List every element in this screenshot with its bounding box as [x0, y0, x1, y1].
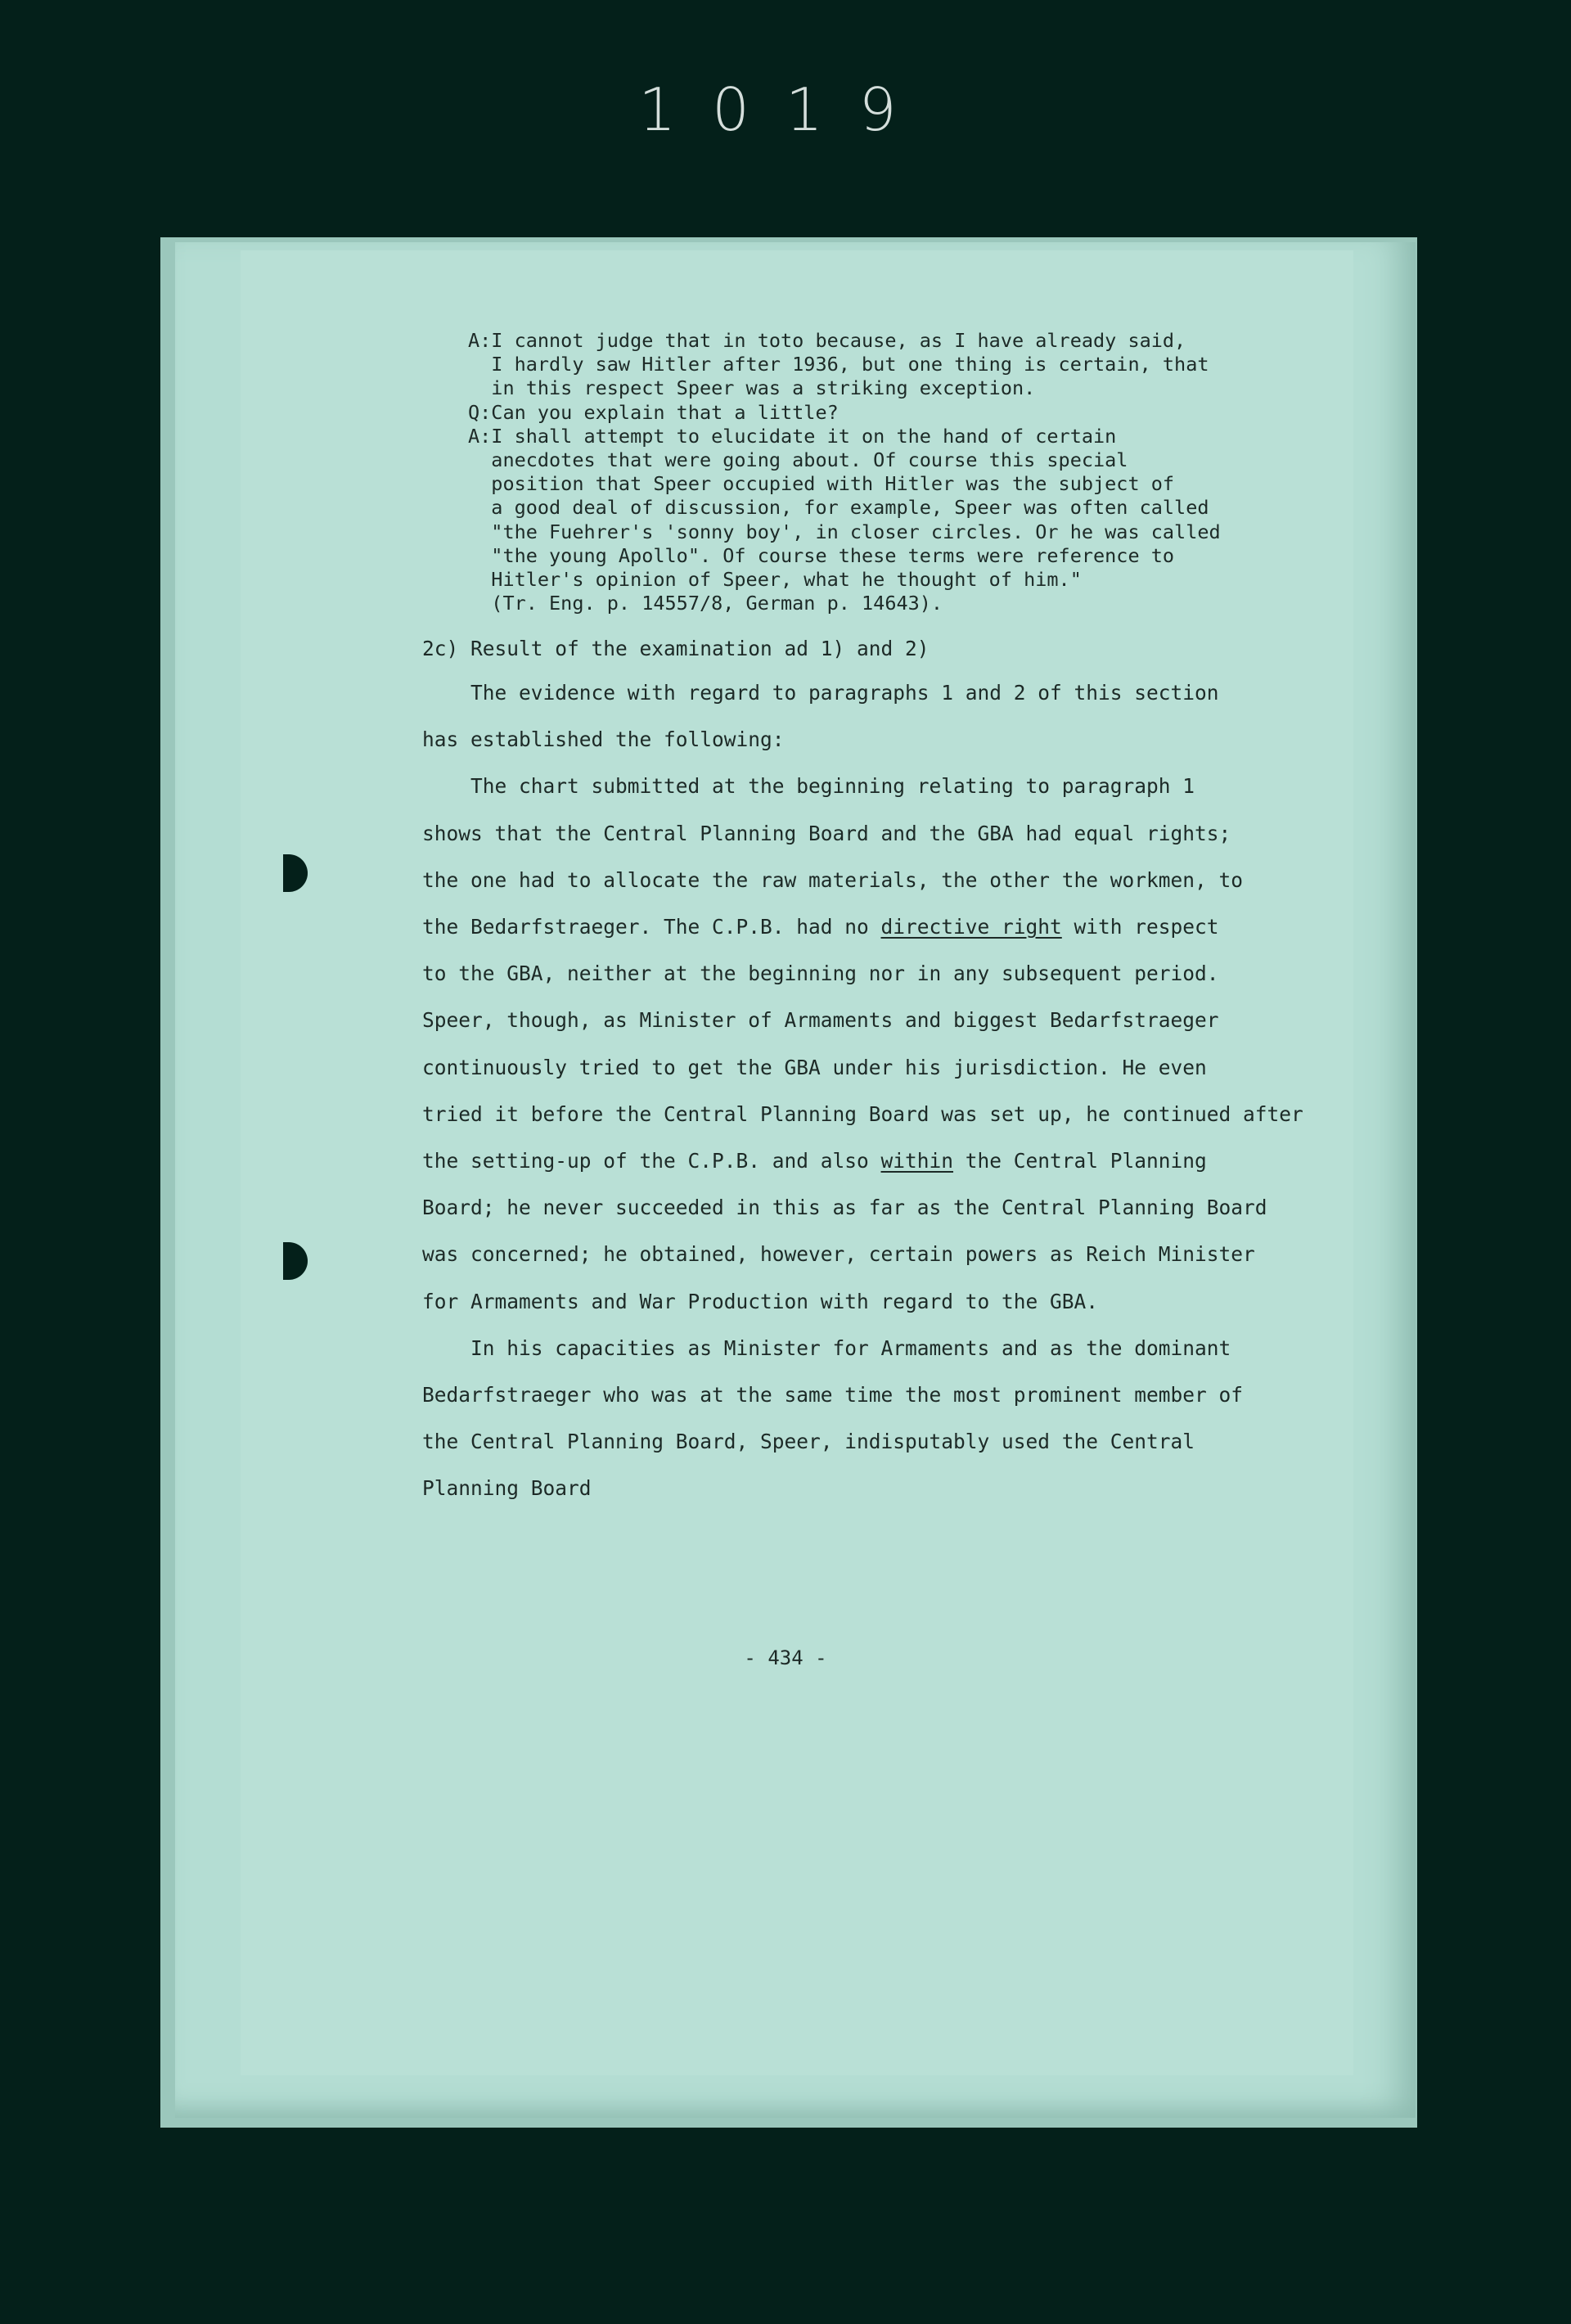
- body-line-text: Planning Board: [422, 1476, 592, 1501]
- body-line: [422, 774, 1195, 798]
- body-line-text: to the GBA, neither at the beginning nor in any subsequent period.: [422, 962, 1219, 986]
- body-line-text: Board; he never succeeded in this as far as the Central Planning Board: [422, 1196, 1267, 1220]
- body-line-text: The evidence with regard to paragraphs 1 and 2 of this section: [422, 681, 1219, 705]
- body-line: [422, 1102, 1303, 1126]
- body-line-text: Bedarfstraeger who was at the same time the most prominent member of: [422, 1383, 1244, 1407]
- body-line: [422, 1290, 1098, 1313]
- body-line: [422, 727, 785, 751]
- testimony-line: A:I cannot judge that in toto because, as I have already said,: [468, 329, 1186, 352]
- body-line: [422, 1149, 1207, 1173]
- body-line-text: the one had to allocate the raw materials, the other the workmen, to: [422, 867, 1244, 892]
- body-line-text: with respect: [1061, 915, 1219, 939]
- testimony-line: (Tr. Eng. p. 14557/8, German p. 14643).: [468, 592, 943, 615]
- testimony-line: Hitler's opinion of Speer, what he thought of him.": [468, 568, 1082, 592]
- body-line-text: In his capacities as Minister for Armaments and as the dominant: [422, 1335, 1231, 1360]
- body-line-text: The chart submitted at the beginning relating to paragraph 1: [422, 774, 1195, 799]
- body-line-text: was concerned; he obtained, however, certain powers as Reich Minister: [422, 1242, 1255, 1267]
- body-line: [422, 962, 1219, 985]
- frame-number: 1019: [638, 75, 933, 144]
- body-line-text: the Central Planning Board, Speer, indisputably used the Central: [422, 1430, 1195, 1454]
- body-line: [422, 1476, 592, 1500]
- body-line: [422, 1430, 1195, 1453]
- body-line: [422, 1383, 1243, 1407]
- body-line: [422, 681, 1219, 705]
- body-line: [422, 868, 1243, 892]
- testimony-line: anecdotes that were going about. Of course this special: [468, 448, 1128, 472]
- body-line-text: for Armaments and War Production with regard to the GBA.: [422, 1289, 1099, 1313]
- body-line: [422, 822, 1231, 845]
- testimony-line: I hardly saw Hitler after 1936, but one thing is certain, that: [468, 353, 1209, 376]
- body-line-text: continuously tried to get the GBA under his jurisdiction. He even: [422, 1055, 1207, 1079]
- page-number: - 434 -: [744, 1646, 827, 1669]
- testimony-line: Q:Can you explain that a little?: [468, 400, 839, 424]
- underlined-phrase: within: [880, 1149, 954, 1173]
- body-line-text: shows that the Central Planning Board and the GBA had equal rights;: [422, 821, 1231, 845]
- testimony-line: a good deal of discussion, for example, Speer was often called: [468, 496, 1209, 520]
- underlined-phrase: directive right: [880, 915, 1062, 939]
- testimony-line: position that Speer occupied with Hitler was the subject of: [468, 472, 1175, 496]
- testimony-line: "the young Apollo". Of course these terms were reference to: [468, 543, 1175, 567]
- testimony-line: in this respect Speer was a striking exception.: [468, 376, 1036, 400]
- body-line: [422, 1242, 1255, 1266]
- testimony-line: A:I shall attempt to elucidate it on the hand of certain: [468, 424, 1117, 448]
- body-line: [422, 1008, 1219, 1032]
- body-line-text: tried it before the Central Planning Board was set up, he continued after: [422, 1101, 1303, 1126]
- body-line: [422, 1336, 1231, 1360]
- body-line: [422, 1196, 1267, 1219]
- testimony-line: "the Fuehrer's 'sonny boy', in closer circles. Or he was called: [468, 520, 1221, 543]
- body-line-text: has established the following:: [422, 727, 785, 752]
- body-line: [422, 1056, 1207, 1079]
- section-heading: 2c) Result of the examination ad 1) and 2): [422, 637, 930, 660]
- body-line-text: the Central Planning: [953, 1149, 1207, 1173]
- body-line-text: the Bedarfstraeger. The C.P.B. had no: [422, 915, 881, 939]
- body-line-text: the setting-up of the C.P.B. and also: [422, 1149, 881, 1173]
- testimony-block: [468, 329, 1221, 615]
- body-line: [422, 915, 1219, 939]
- body-line-text: Speer, though, as Minister of Armaments and biggest Bedarfstraeger: [422, 1008, 1219, 1033]
